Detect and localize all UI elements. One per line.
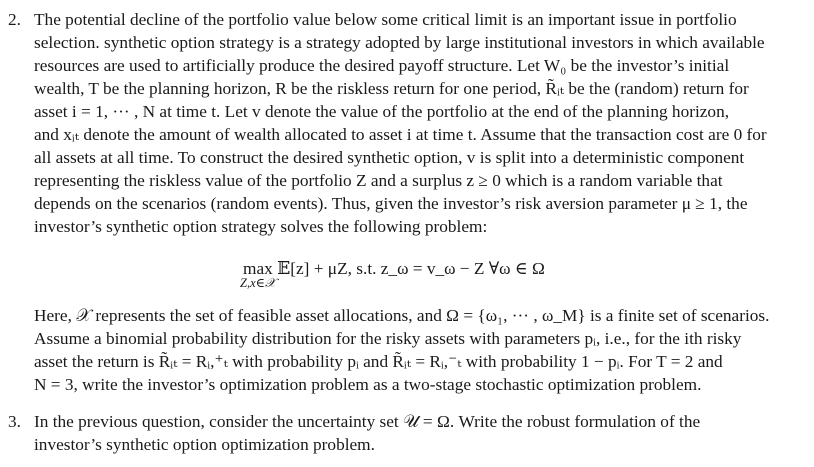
- text-line: Assume a binomial probability distribution for the risky assets with parameters pᵢ, i.e., for the ith risky: [34, 329, 742, 348]
- text-line: selection. synthetic option strategy is a strategy adopted by large institutional investors in which available: [34, 33, 765, 52]
- problem-number: 2.: [8, 10, 21, 29]
- text-line: depends on the scenarios (random events). Thus, given the investor’s risk aversion parameter μ ≥ 1, the: [34, 194, 748, 213]
- problem-3-text: [34, 410, 794, 456]
- text-line: Here, 𝒳 represents the set of feasible asset allocations, and Ω = {ω₁, ··· , ω_M} is a finite set of scenarios.: [34, 306, 770, 325]
- text-line: investor’s synthetic option optimization problem.: [34, 435, 375, 454]
- display-formula: [0, 257, 814, 297]
- text-line: investor’s synthetic option strategy solves the following problem:: [34, 217, 488, 236]
- problem-2-text-after: [34, 304, 794, 396]
- text-line: resources are used to artificially produce the desired payoff structure. Let W₀ be the investor’s initial: [34, 56, 730, 75]
- text-line: representing the riskless value of the portfolio Z and a surplus z ≥ 0 which is a random variable that: [34, 171, 723, 190]
- text-line: wealth, T be the planning horizon, R be the riskless return for one period, R̃ᵢₜ be the (random) return for: [34, 79, 749, 98]
- text-line: and xᵢₜ denote the amount of wealth allocated to asset i at time t. Assume that the transaction cost are 0 for: [34, 125, 767, 144]
- problem-2-text: [34, 8, 794, 238]
- text-line: all assets at all time. To construct the desired synthetic option, v is split into a deterministic component: [34, 148, 745, 167]
- formula-main: max 𝔼[z] + μZ, s.t. z_ω = v_ω − Z ∀ω ∈ Ω: [243, 259, 545, 278]
- text-line: asset i = 1, ··· , N at time t. Let v denote the value of the portfolio at the end of the planning horizon,: [34, 102, 730, 121]
- text-line: N = 3, write the investor’s optimization problem as a two-stage stochastic optimization problem.: [34, 375, 702, 394]
- text-line: The potential decline of the portfolio value below some critical limit is an important issue in portfolio: [34, 10, 737, 29]
- formula-subscript: Z,x∈𝒳: [240, 276, 276, 290]
- problem-number: 3.: [8, 412, 21, 431]
- text-line: asset the return is R̃ᵢₜ = Rᵢ,⁺ₜ with probability pᵢ and R̃ᵢₜ = Rᵢ,⁻ₜ with probability 1 − pᵢ. For T = 2 and: [34, 352, 723, 371]
- text-line: In the previous question, consider the uncertainty set 𝒰 = Ω. Write the robust formulation of the: [34, 412, 701, 431]
